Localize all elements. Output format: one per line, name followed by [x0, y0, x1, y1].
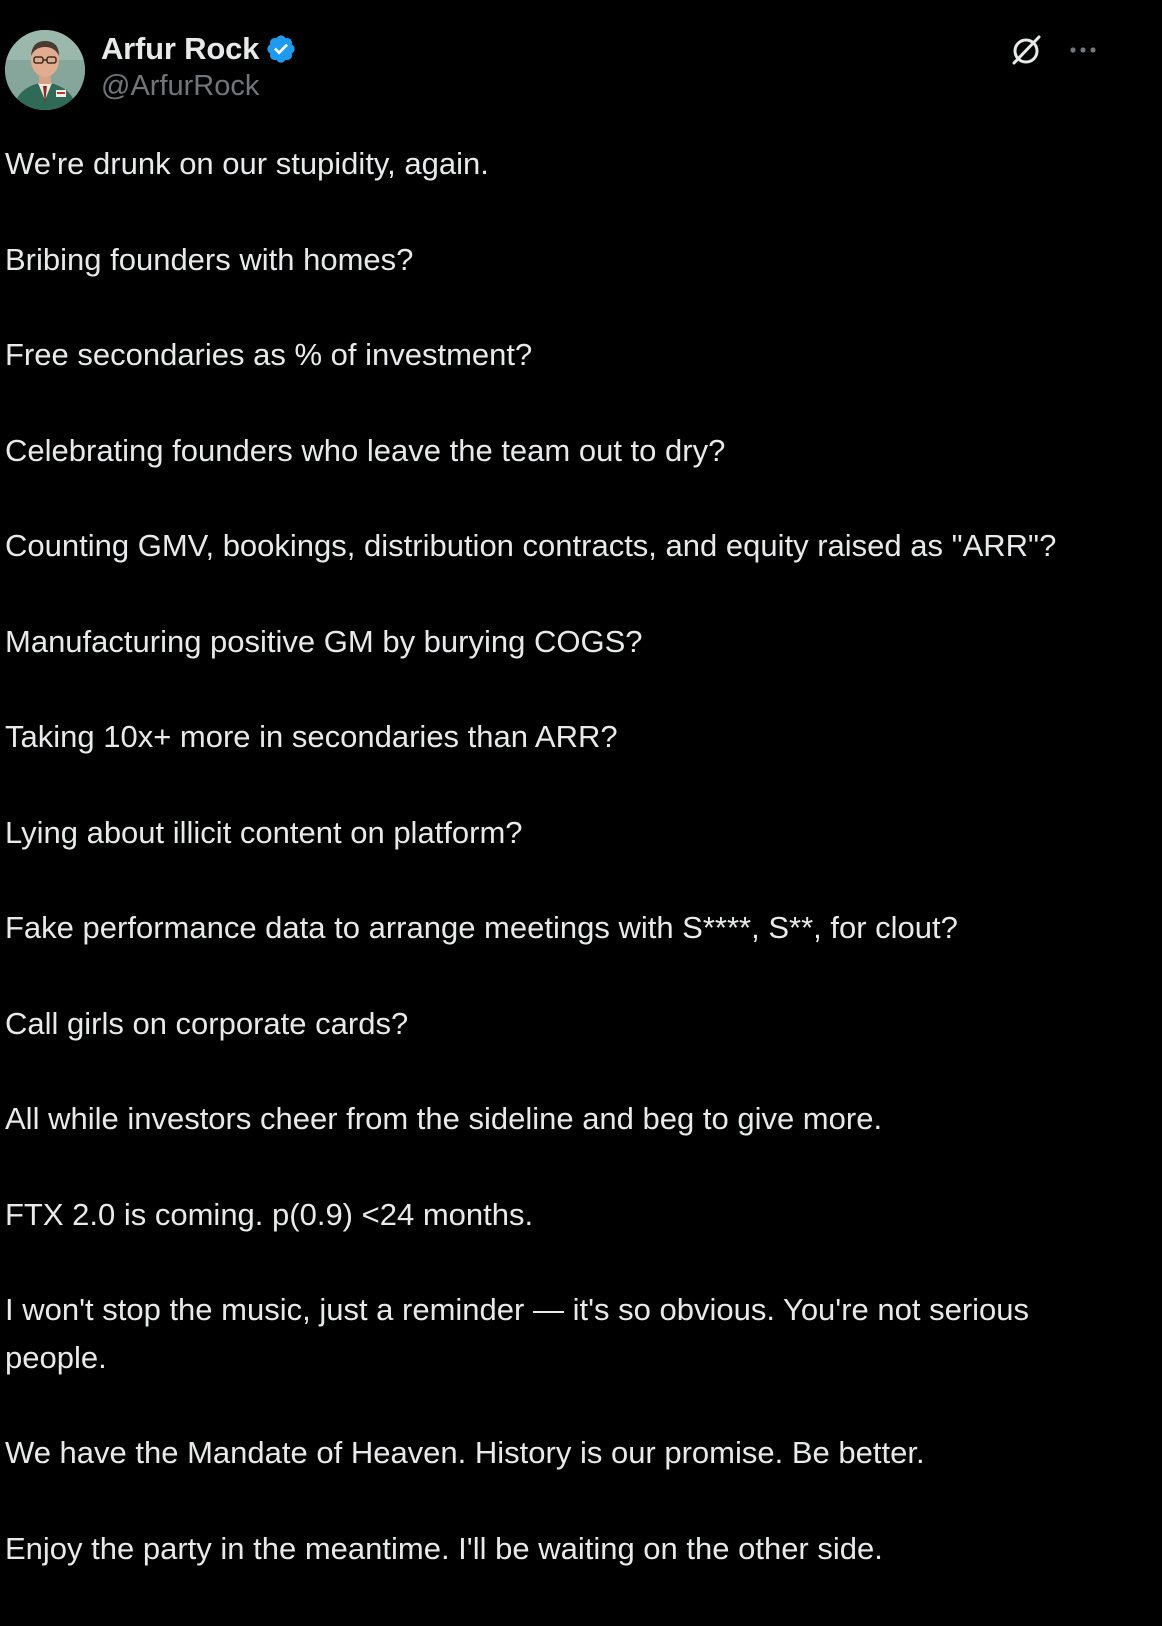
post-paragraph: All while investors cheer from the sideline and beg to give more. [5, 1101, 883, 1136]
display-name-row [101, 28, 297, 70]
post-paragraph: Call girls on corporate cards? [5, 1005, 409, 1041]
avatar[interactable] [5, 30, 85, 110]
grok-slash-icon[interactable] [1008, 32, 1044, 68]
post-paragraph: Fake performance data to arrange meetings with S****, S**, for clout? [5, 910, 958, 945]
post-paragraph: Lying about illicit content on platform? [5, 814, 523, 850]
display-name[interactable]: Arfur Rock [101, 31, 260, 66]
post-paragraph: We're drunk on our stupidity, again. [5, 146, 489, 181]
post-paragraph: Celebrating founders who leave the team out to dry? [5, 432, 726, 468]
post-paragraph: We have the Mandate of Heaven. History is our promise. Be better. [5, 1435, 925, 1470]
post-paragraph: FTX 2.0 is coming. p(0.9) <24 months. [5, 1196, 534, 1232]
post-paragraph: Manufacturing positive GM by burying COGS? [5, 623, 643, 659]
verified-badge-icon[interactable] [265, 33, 297, 65]
avatar-portrait-icon [5, 30, 85, 110]
post-paragraph: Bribing founders with homes? [5, 241, 414, 277]
post-text [5, 140, 1115, 1620]
post-paragraph: Enjoy the party in the meantime. I'll be waiting on the other side. [5, 1530, 883, 1566]
post-paragraph: Free secondaries as % of investment? [5, 337, 533, 372]
post-header [5, 28, 1155, 110]
post-paragraph: I won't stop the music, just a reminder — it's so obvious. You're not serious people. [5, 1292, 1038, 1375]
post-paragraph: Taking 10x+ more in secondaries than ARR? [5, 719, 618, 754]
user-handle[interactable]: @ArfurRock [101, 70, 260, 102]
more-options-icon[interactable] [1065, 36, 1101, 64]
author-names [101, 28, 297, 103]
post-paragraph: Counting GMV, bookings, distribution contracts, and equity raised as "ARR"? [5, 528, 1057, 563]
